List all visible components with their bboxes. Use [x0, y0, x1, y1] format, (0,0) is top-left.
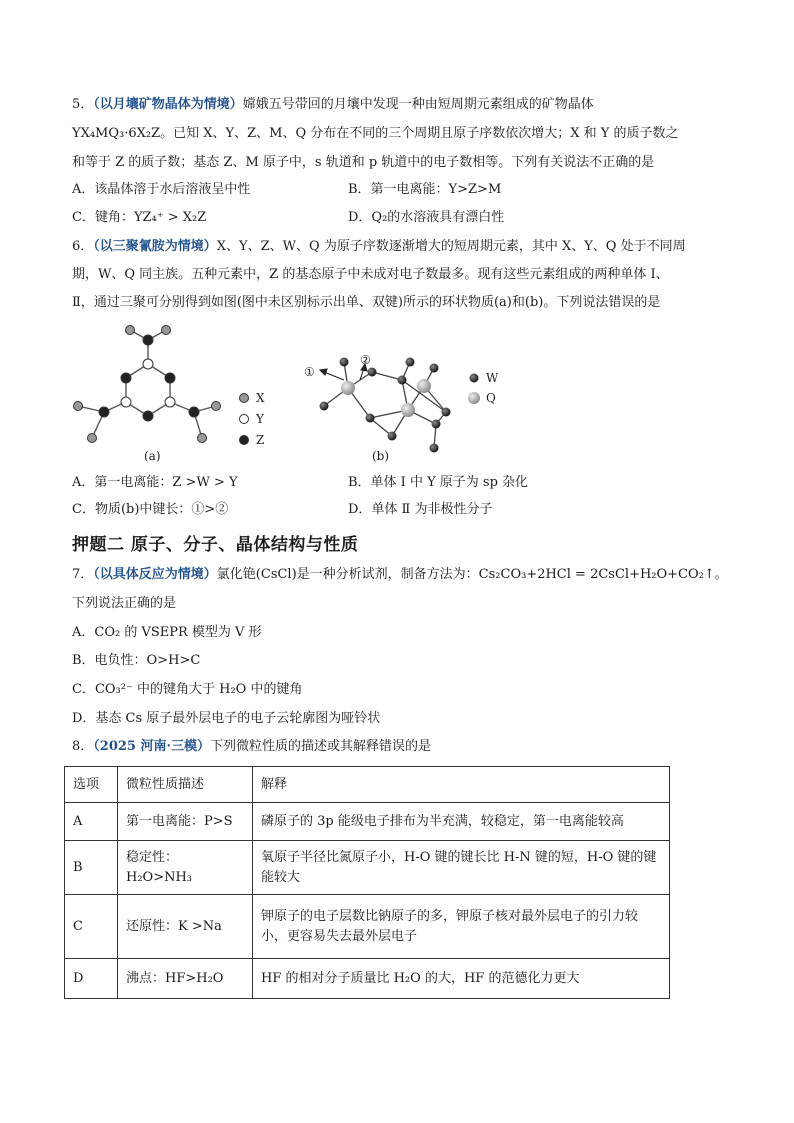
q5-line1 — [72, 96, 594, 114]
table-cell: 稳定性：H₂O>NH₃ — [118, 841, 253, 895]
table-row — [65, 841, 670, 895]
table-cell: 第一电离能：P>S — [118, 803, 253, 841]
q8-lead: 下列微粒性质的描述或其解释错误的是 — [210, 739, 432, 754]
q5-tag: （以月壤矿物晶体为情境） — [93, 97, 243, 112]
q8-number: 8． — [72, 739, 94, 754]
arrow-label-2: ② — [360, 353, 371, 367]
section-heading: 押题二 原子、分子、晶体结构与性质 — [72, 535, 359, 555]
q6-option-b: B．单体 Ⅰ 中 Y 原子为 sp 杂化 — [348, 475, 529, 490]
q6-option-a: A．第一电离能：Z >W > Y — [72, 475, 238, 490]
figure-a-caption: (a) — [144, 449, 161, 463]
q5-formula: YX₄MQ₃·6X₂Z — [72, 126, 161, 141]
q6-option-d: D．单体 Ⅱ 为非极性分子 — [348, 502, 493, 517]
table-cell: A — [65, 803, 118, 841]
q6-number: 6． — [72, 239, 94, 254]
arrow-label-1: ① — [304, 365, 315, 379]
q8-line1 — [72, 738, 431, 756]
q7-lead: 氯化铯(CsCl)是一种分析试剂，制备方法为：Cs₂CO₃+2HCl = 2CsCl+H₂O+CO₂↑。 — [216, 567, 728, 582]
q7-option-c: C．CO₃²⁻ 中的键角大于 H₂O 中的键角 — [72, 682, 303, 697]
q5-option-b: B．第一电离能：Y>Z>M — [348, 182, 502, 197]
legend-y: Y — [256, 412, 264, 426]
q5-option-a: A．该晶体溶于水后溶液呈中性 — [72, 182, 251, 197]
legend-x: X — [256, 391, 265, 405]
q7-line2: 下列说法正确的是 — [72, 596, 177, 611]
q5-line2-text: 。已知 X、Y、Z、M、Q 分布在不同的三个周期且原子序数依次增大；X 和 Y 的质子数之 — [160, 126, 679, 141]
figure-a — [64, 318, 284, 466]
table-cell: 氧原子半径比氮原子小，H-O 键的键长比 H-N 键的短，H-O 键的键能较大 — [253, 841, 670, 895]
table-cell: 还原性：K >Na — [118, 895, 253, 959]
q6-line2: 期，W、Q 同主族。五种元素中，Z 的基态原子中未成对电子数最多。现有这些元素组成的两种单体 Ⅰ、 — [72, 267, 669, 282]
table-cell: HF 的相对分子质量比 H₂O 的大，HF 的范德化力更大 — [253, 959, 670, 999]
table-cell: C — [65, 895, 118, 959]
table-header-row — [65, 767, 670, 803]
q8-table — [64, 766, 670, 999]
table-cell: 钾原子的电子层数比钠原子的多，钾原子核对最外层电子的引力较小，更容易失去最外层电子 — [253, 895, 670, 959]
table-row — [65, 895, 670, 959]
table-header-description: 微粒性质描述 — [118, 767, 253, 803]
table-header-option: 选项 — [65, 767, 118, 803]
figure-b-caption: (b) — [372, 449, 390, 463]
q7-option-b: B．电负性：O>H>C — [72, 653, 201, 668]
table-row — [65, 803, 670, 841]
q6-tag: （以三聚氰胺为情境） — [93, 239, 217, 254]
q6-line1 — [72, 238, 686, 256]
figure-b-legend — [468, 371, 499, 405]
table-row — [65, 959, 670, 999]
q8-tag: （2025 河南·三模） — [93, 739, 211, 754]
q5-option-d: D．Q₂的水溶液具有漂白性 — [348, 210, 505, 225]
q6-lead: X、Y、Z、W、Q 为原子序数逐渐增大的短周期元素，其中 X、Y、Q 处于不同周 — [216, 239, 686, 254]
legend-w: W — [486, 371, 499, 385]
q6-line3: Ⅱ，通过三聚可分别得到如图(图中未区别标示出单、双键)所示的环状物质(a)和(b)。下列说法错误的是 — [72, 295, 661, 310]
legend-q: Q — [486, 391, 496, 405]
legend-z: Z — [256, 433, 265, 447]
q5-lead: 嫦娥五号带回的月壤中发现一种由短周期元素组成的矿物晶体 — [242, 97, 594, 112]
q5-number: 5． — [72, 97, 94, 112]
table-cell: B — [65, 841, 118, 895]
table-header-explanation: 解释 — [253, 767, 670, 803]
q7-tag: （以具体反应为情境） — [93, 567, 217, 582]
q7-option-a: A．CO₂ 的 VSEPR 模型为 V 形 — [72, 625, 262, 640]
figure-b — [296, 340, 516, 466]
q5-line3: 和等于 Z 的质子数；基态 Z、M 原子中，s 轨道和 p 轨道中的电子数相等。下列有关说法不正确的是 — [72, 155, 655, 170]
q6-option-c: C．物质(b)中键长：①>② — [72, 502, 229, 517]
q7-number: 7． — [72, 567, 94, 582]
table-cell: 沸点：HF>H₂O — [118, 959, 253, 999]
table-cell: D — [65, 959, 118, 999]
figure-a-legend — [240, 391, 266, 447]
q7-option-d: D．基态 Cs 原子最外层电子的电子云轮廓图为哑铃状 — [72, 711, 381, 726]
q7-line1 — [72, 566, 728, 584]
q5-line2 — [72, 125, 678, 143]
table-cell: 磷原子的 3p 能级电子排布为半充满，较稳定，第一电离能较高 — [253, 803, 670, 841]
q5-option-c: C．键角：YZ₄⁺ > X₂Z — [72, 210, 207, 225]
